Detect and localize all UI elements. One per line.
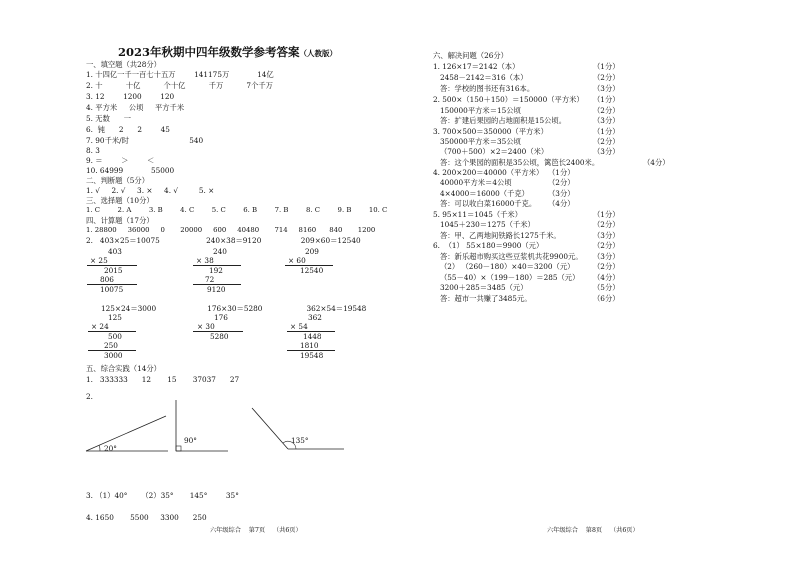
answer-line: 4. 1650 5500 3300 250 bbox=[86, 513, 207, 522]
solution-line: 3200＋285＝3485（元） bbox=[433, 283, 528, 292]
solution-line: （2） （260－180）×40＝3200（元） bbox=[433, 262, 575, 271]
solution-line: 40000平方米＝4公顷 bbox=[433, 178, 512, 187]
score-label: （3分） bbox=[593, 116, 620, 125]
score-label: （2分） bbox=[593, 137, 620, 146]
calc-operand: × 25 bbox=[90, 256, 108, 265]
score-label: （6分） bbox=[593, 294, 620, 303]
solution-line: 答：超市一共赚了3485元。 bbox=[433, 294, 532, 303]
section-6-heading: 六、解决问题（26分） bbox=[433, 51, 508, 60]
answer-line: 9. ＝ ＞ ＜ bbox=[86, 156, 155, 165]
solution-line: 1. 126×17＝2142（本） bbox=[433, 62, 520, 71]
solution-line: 答：这个果园的面积是35公顷，篱笆长2400米。 bbox=[433, 158, 600, 167]
answer-line: 3. （1）40° （2）35° 145° 35° bbox=[86, 491, 239, 500]
solution-line: 4×4000＝16000（千克） bbox=[433, 189, 529, 198]
solution-line: 答：扩建后果园的占地面积是15公顷。 bbox=[433, 116, 566, 125]
answer-line: 2. 403×25＝10075 240×38＝9120 209×60＝12540 bbox=[86, 236, 361, 245]
calc-operand: × 38 bbox=[196, 256, 214, 265]
section-2-heading: 二、判断题（5分） bbox=[86, 176, 150, 185]
score-label: （2分） bbox=[593, 262, 620, 271]
score-label: （2分） bbox=[593, 106, 620, 115]
score-label: （3分） bbox=[593, 84, 620, 93]
score-label: （2分） bbox=[593, 241, 620, 250]
score-label: （3分） bbox=[548, 189, 575, 198]
score-label: （2分） bbox=[548, 178, 575, 187]
calc-partial: 250 bbox=[104, 341, 118, 350]
calc-operand: × 60 bbox=[288, 256, 306, 265]
answer-line: 7. 90千米/时 540 bbox=[86, 136, 204, 145]
angle-20-drawing bbox=[84, 414, 174, 454]
calc-row-2-heading: 125×24＝3000 176×30＝5280 362×54＝19548 bbox=[101, 304, 367, 313]
angle-90-drawing bbox=[172, 398, 232, 454]
angle-label: 90° bbox=[184, 436, 197, 445]
calc-operand: 125 bbox=[108, 313, 122, 322]
answer-line: 4. 平方米 公顷 平方千米 bbox=[86, 103, 185, 112]
score-label: （3分） bbox=[593, 252, 620, 261]
calc-partial: 2015 bbox=[104, 266, 123, 275]
calc-result: 3000 bbox=[104, 351, 123, 360]
section-4-heading: 四、计算题（17分） bbox=[86, 216, 154, 225]
answer-line: 8. 3 bbox=[86, 146, 100, 155]
solution-line: 答：可以收白菜16000千克。 bbox=[433, 199, 537, 208]
solution-line: 150000平方米＝15公顷 bbox=[433, 106, 521, 115]
score-label: （4分） bbox=[593, 273, 620, 282]
solution-line: 4. 200×200＝40000（平方米） bbox=[433, 168, 544, 177]
answer-line: 1. 333333 12 15 37037 27 bbox=[86, 375, 240, 384]
calc-operand: 209 bbox=[305, 247, 319, 256]
angle-label: 20° bbox=[104, 444, 117, 453]
calc-operand: 240 bbox=[213, 247, 227, 256]
answer-line: 2. 十 十亿 个十亿 千万 7个千万 bbox=[86, 81, 273, 90]
calc-result: 5280 bbox=[210, 332, 229, 341]
calc-operand: × 54 bbox=[290, 322, 308, 331]
page-footer-right: 六年级综合 第8页 （共6页） bbox=[547, 527, 639, 534]
calc-result: 9120 bbox=[207, 285, 226, 294]
score-label: （1分） bbox=[593, 95, 620, 104]
solution-line: （700＋500）×2＝2400（米） bbox=[433, 147, 549, 156]
calc-partial: 1810 bbox=[300, 341, 319, 350]
calc-partial: 500 bbox=[108, 332, 122, 341]
solution-line: 6. （1） 55×180＝9900（元） bbox=[433, 241, 544, 250]
calc-result: 19548 bbox=[300, 351, 324, 360]
solution-line: （55－40）×（199－180）＝285（元） bbox=[433, 273, 580, 282]
answer-line: 1. √ 2. √ 3. × 4. √ 5. × bbox=[86, 186, 215, 195]
angle-label: 135° bbox=[291, 436, 309, 445]
calc-partial: 1448 bbox=[303, 332, 322, 341]
edition-note: （人教版） bbox=[299, 49, 338, 58]
page-title: 2023年秋期中四年级数学参考答案（人教版） bbox=[118, 45, 338, 59]
calc-operand: 403 bbox=[108, 247, 122, 256]
solution-line: 2. 500×（150＋150）＝150000（平方米） bbox=[433, 95, 584, 104]
page-footer-left: 六年级综合 第7页 （共6页） bbox=[210, 527, 302, 534]
score-label: （3分） bbox=[593, 231, 620, 240]
calc-result: 10075 bbox=[100, 285, 124, 294]
section-1-heading: 一、填空题（共28分） bbox=[86, 60, 161, 69]
score-label: （3分） bbox=[593, 147, 620, 156]
solution-line: 答：新乐超市购买这些豆浆机共花9900元。 bbox=[433, 252, 583, 261]
score-label: （2分） bbox=[593, 73, 620, 82]
answer-line: 1. C 2. A 3. B 4. C 5. C 6. B 7. B 8. C 9. B 10. C bbox=[86, 206, 388, 214]
calc-operand: 176 bbox=[214, 313, 228, 322]
section-3-heading: 三、选择题（10分） bbox=[86, 196, 154, 205]
score-label: （5分） bbox=[593, 283, 620, 292]
score-label: （1分） bbox=[593, 210, 620, 219]
solution-line: 2458－2142＝316（本） bbox=[433, 73, 528, 82]
solution-line: 答：学校的图书还有316本。 bbox=[433, 84, 535, 93]
solution-line: 5. 95×11＝1045（千米） bbox=[433, 210, 523, 219]
score-label: （4分） bbox=[548, 199, 575, 208]
answer-line: 6. 钝 2 2 45 bbox=[86, 125, 170, 134]
answer-line: 10. 64999 55000 bbox=[86, 166, 175, 175]
answer-line: 1. 28800 36000 0 20000 600 40480 714 8160 840 1200 bbox=[86, 226, 376, 234]
item-number: 2. bbox=[86, 392, 93, 401]
calc-partial: 192 bbox=[209, 266, 223, 275]
solution-line: 1045＋230＝1275（千米） bbox=[433, 220, 535, 229]
answer-line: 1. 十四亿一千一百七十五万 141175万 14亿 bbox=[86, 70, 274, 79]
solution-line: 答：甲、乙两地间铁路长1275千米。 bbox=[433, 231, 561, 240]
section-5-heading: 五、综合实践（14分） bbox=[86, 364, 161, 373]
angle-135-drawing bbox=[248, 406, 348, 456]
answer-line: 3. 12 1200 120 bbox=[86, 92, 175, 101]
solution-line: 3. 700×500＝350000（平方米） bbox=[433, 127, 548, 136]
score-label: （1分） bbox=[593, 62, 620, 71]
calc-partial: 806 bbox=[100, 275, 114, 284]
answer-line: 5. 无数 一 bbox=[86, 114, 132, 123]
calc-operand: × 30 bbox=[197, 322, 215, 331]
score-label: （1分） bbox=[593, 127, 620, 136]
solution-line: 350000平方米＝35公顷 bbox=[433, 137, 521, 146]
calc-result: 12540 bbox=[300, 266, 324, 275]
score-label: （1分） bbox=[548, 168, 575, 177]
calc-operand: × 24 bbox=[91, 322, 109, 331]
score-label: （4分） bbox=[643, 158, 670, 167]
calc-partial: 72 bbox=[205, 275, 215, 284]
score-label: （2分） bbox=[593, 220, 620, 229]
calc-operand: 362 bbox=[308, 313, 322, 322]
